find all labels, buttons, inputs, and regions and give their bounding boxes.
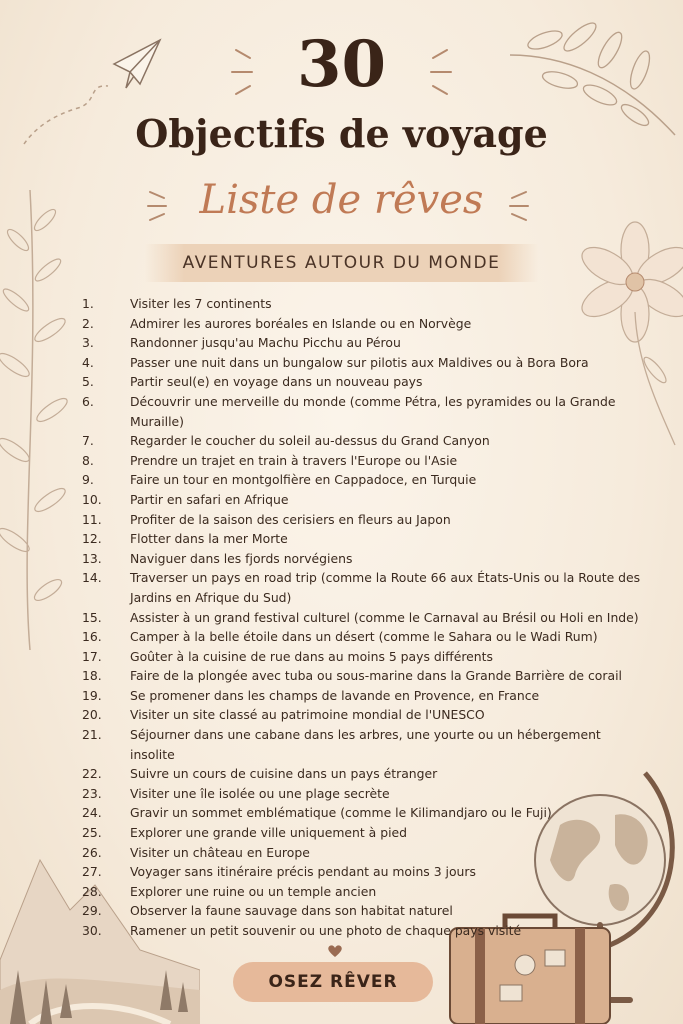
- item-number: 25.: [82, 825, 102, 841]
- section-banner: AVENTURES AUTOUR DU MONDE: [145, 244, 538, 282]
- item-text: Goûter à la cuisine de rue dans au moins 5 pays différents: [130, 648, 493, 664]
- item-text: Prendre un trajet en train à travers l'Europe ou l'Asie: [130, 452, 458, 468]
- item-number: 3.: [82, 335, 94, 351]
- item-number: 1.: [82, 296, 94, 311]
- item-number: 23.: [82, 785, 102, 801]
- list-item: [82, 784, 642, 804]
- item-text: Traverser un pays en road trip (comme la Route 66 aux États-Unis ou la Route des Jardins en Afrique du Sud): [130, 570, 641, 605]
- item-number: 30.: [82, 923, 102, 938]
- item-number: 14.: [82, 570, 102, 586]
- item-number: 2.: [82, 315, 94, 331]
- item-text: Randonner jusqu'au Machu Picchu au Pérou: [130, 335, 401, 351]
- list-item: [82, 843, 642, 863]
- list-item: [82, 921, 642, 941]
- item-text: Camper à la belle étoile dans un désert (comme le Sahara ou le Wadi Rum): [130, 629, 598, 645]
- item-number: 28.: [82, 883, 102, 899]
- item-number: 29.: [82, 903, 102, 919]
- list-item: [82, 568, 642, 607]
- item-text: Gravir un sommet emblématique (comme le Kilimandjaro ou le Fuji): [130, 805, 552, 821]
- item-number: 17.: [82, 648, 102, 664]
- title-number: 30: [296, 27, 387, 102]
- list-item: [82, 608, 642, 628]
- item-number: 12.: [82, 531, 102, 547]
- item-number: 11.: [82, 511, 102, 527]
- list-item: [82, 490, 642, 510]
- item-text: Explorer une grande ville uniquement à pied: [130, 825, 408, 841]
- item-text: Séjourner dans une cabane dans les arbres, une yourte ou un hébergement insolite: [130, 727, 601, 762]
- item-number: 10.: [82, 491, 102, 507]
- item-text: Suivre un cours de cuisine dans un pays étranger: [130, 766, 438, 782]
- list-item: [82, 666, 642, 686]
- item-number: 7.: [82, 433, 94, 449]
- item-text: Assister à un grand festival culturel (comme le Carnaval au Brésil ou Holi en Inde): [130, 609, 639, 625]
- list-item: [82, 529, 642, 549]
- list-item: [82, 372, 642, 392]
- item-text: Visiter une île isolée ou une plage secrète: [130, 785, 390, 801]
- list-item: [82, 705, 642, 725]
- item-number: 4.: [82, 354, 94, 370]
- item-text: Flotter dans la mer Morte: [130, 531, 288, 547]
- item-number: 26.: [82, 844, 102, 860]
- list-item: [82, 647, 642, 667]
- list-item: [82, 725, 642, 764]
- item-number: 27.: [82, 864, 102, 880]
- page-title: Objectifs de voyage: [135, 111, 548, 156]
- list-item: [82, 510, 642, 530]
- item-number: 8.: [82, 452, 94, 468]
- list-item: [82, 353, 642, 373]
- list-item: [82, 314, 642, 334]
- list-item: [82, 294, 642, 314]
- list-item: [82, 470, 642, 490]
- list-item: [82, 549, 642, 569]
- item-number: 18.: [82, 668, 102, 684]
- page-subtitle: Liste de rêves: [199, 177, 484, 223]
- dare-to-dream-badge: OSEZ RÊVER: [233, 962, 433, 1002]
- list-item: [82, 803, 642, 823]
- list-item: [82, 764, 642, 784]
- list-item: [82, 431, 642, 451]
- item-text: Visiter un site classé au patrimoine mondial de l'UNESCO: [130, 707, 485, 723]
- item-number: 9.: [82, 472, 94, 488]
- list-item: [82, 333, 642, 353]
- item-number: 15.: [82, 609, 102, 625]
- item-number: 19.: [82, 687, 102, 703]
- list-item: [82, 901, 642, 921]
- item-text: Explorer une ruine ou un temple ancien: [130, 883, 377, 899]
- list-item: [82, 451, 642, 471]
- fern-left-icon: [0, 180, 80, 660]
- item-text: Admirer les aurores boréales en Islande ou en Norvège: [130, 315, 472, 331]
- item-text: Découvrir une merveille du monde (comme Pétra, les pyramides ou la Grande Muraille): [130, 393, 616, 429]
- item-text: Faire un tour en montgolfière en Cappadoce, en Turquie: [130, 472, 477, 488]
- item-text: Partir en safari en Afrique: [130, 491, 289, 507]
- item-text: Faire de la plongée avec tuba ou sous-marine dans la Grande Barrière de corail: [130, 668, 622, 684]
- list-item: [82, 686, 642, 706]
- list-item: [82, 882, 642, 902]
- item-text: Observer la faune sauvage dans son habitat naturel: [130, 903, 453, 919]
- item-text: Regarder le coucher du soleil au-dessus du Grand Canyon: [130, 433, 490, 449]
- item-number: 16.: [82, 629, 102, 645]
- item-number: 22.: [82, 766, 102, 782]
- goals-list: [82, 294, 642, 941]
- list-item: [82, 392, 642, 431]
- list-item: [82, 627, 642, 647]
- item-text: Profiter de la saison des cerisiers en fleurs au Japon: [130, 511, 451, 527]
- item-number: 13.: [82, 550, 102, 566]
- item-text: Passer une nuit dans un bungalow sur pilotis aux Maldives ou à Bora Bora: [130, 354, 589, 370]
- item-number: 21.: [82, 727, 102, 743]
- item-text: Voyager sans itinéraire précis pendant au moins 3 jours: [130, 864, 476, 880]
- item-text: Naviguer dans les fjords norvégiens: [130, 550, 353, 566]
- item-number: 24.: [82, 805, 102, 821]
- item-number: 20.: [82, 707, 102, 723]
- list-item: [82, 823, 642, 843]
- list-item: [82, 862, 642, 882]
- item-text: Se promener dans les champs de lavande en Provence, en France: [130, 687, 540, 703]
- heart-icon: [327, 944, 343, 958]
- item-text: Visiter les 7 continents: [130, 296, 272, 311]
- item-text: Partir seul(e) en voyage dans un nouveau pays: [130, 374, 423, 390]
- item-text: Visiter un château en Europe: [130, 844, 310, 860]
- item-number: 5.: [82, 374, 94, 390]
- item-text: Ramener un petit souvenir ou une photo de chaque pays visité: [130, 923, 522, 938]
- item-number: 6.: [82, 393, 94, 409]
